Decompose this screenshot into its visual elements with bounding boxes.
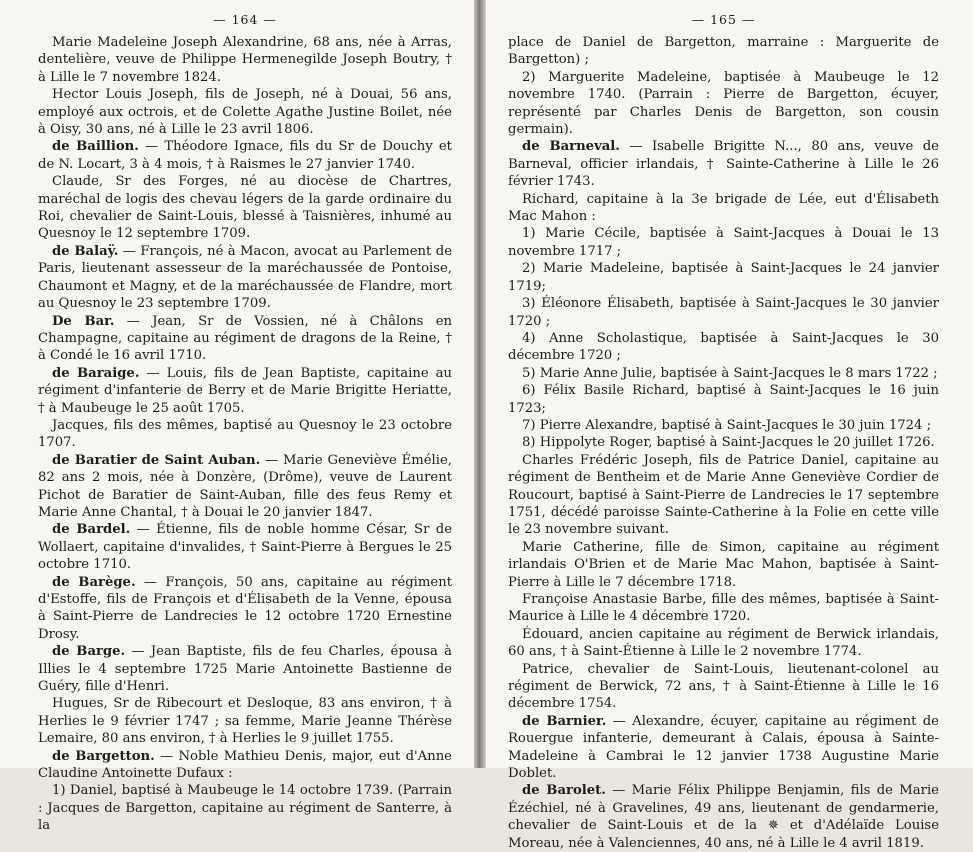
right-page <box>486 0 973 851</box>
entry-heading: de Bargetton. <box>52 748 155 764</box>
entry-text: 1) Daniel, baptisé à Maubeuge le 14 octobre 1739. (Parrain : Jacques de Bargetton, capitaine au régiment de Santerre, à la <box>38 783 452 834</box>
entry-text: 6) Félix Basile Richard, baptisé à Saint-Jacques le 16 juin 1723; <box>508 383 939 416</box>
entry-text: — Louis, fils de Jean Baptiste, capitaine au régiment d'infanterie de Berry et de Marie Brigitte Heriatte, † à Maubeuge le 25 août 1705. <box>38 365 452 416</box>
entry-text: Hugues, Sr de Ribecourt et Desloque, 83 ans environ, † à Herlies le 9 février 1747 ; sa femme, Marie Jeanne Thérèse Lemaire, 80 ans environ, † à Herlies le 9 juillet 1755. <box>38 696 452 747</box>
genealogy-entry <box>508 626 939 661</box>
genealogy-entry <box>38 643 452 695</box>
entry-heading: de Barnier. <box>522 713 607 729</box>
genealogy-entry <box>508 417 939 434</box>
genealogy-entry <box>38 243 452 313</box>
genealogy-entry <box>38 365 452 417</box>
entry-text: 4) Anne Scholastique, baptisée à Saint-Jacques le 30 décembre 1720 ; <box>508 330 939 364</box>
entry-text: — François, né à Macon, avocat au Parlement de Paris, lieutenant assesseur de la maréchaussée de Pontoise, Chaumont et Magny, et de la maréchaussée de Flandre, mort au Quesnoy le 23 septembre 1709. <box>38 243 452 312</box>
page-number-right: — 165 — <box>691 12 756 27</box>
genealogy-entry <box>508 330 939 365</box>
genealogy-entry <box>38 138 452 173</box>
genealogy-entry <box>38 86 452 138</box>
entry-heading: De Bar. <box>52 313 115 329</box>
entry-text: 2) Marguerite Madeleine, baptisée à Maubeuge le 12 novembre 1740. (Parrain : Pierre de Bargetton, écuyer, représenté par Charles Denis de Bargetton, son cousin germain). <box>508 69 939 138</box>
entry-heading: de Baratier de Saint Auban. <box>52 452 261 468</box>
entry-text: 8) Hippolyte Roger, baptisé à Saint-Jacques le 20 juillet 1726. <box>522 435 935 451</box>
genealogy-entry <box>508 365 939 382</box>
genealogy-entry <box>38 34 452 86</box>
genealogy-entry <box>508 661 939 713</box>
entry-text: 5) Marie Anne Julie, baptisée à Saint-Jacques le 8 mars 1722 ; <box>522 365 938 381</box>
entry-text: — Étienne, fils de noble homme César, Sr de Wollaert, capitaine d'invalides, † Saint-Pierre à Bergues le 25 octobre 1710. <box>38 522 452 573</box>
entries-left <box>38 34 452 835</box>
entry-text: Jacques, fils des mêmes, baptisé au Quesnoy le 23 octobre 1707. <box>38 417 452 451</box>
entry-text: Patrice, chevalier de Saint-Louis, lieutenant-colonel au régiment de Berwick, 72 ans, † à Saint-Étienne à Lille le 16 décembre 1754. <box>508 661 939 712</box>
genealogy-entry <box>38 417 452 452</box>
entry-heading: de Baraige. <box>52 365 140 381</box>
entry-text: Claude, Sr des Forges, né au diocèse de Chartres, maréchal de logis des chevau légers de la garde ordinaire du Roi, chevalier de Saint-Louis, blessé à Taisnières, inhumé au Quesnoy le 12 septembre 1709. <box>38 174 452 242</box>
entry-text: — Noble Mathieu Denis, major, eut d'Anne Claudine Antoinette Dufaux : <box>38 748 452 782</box>
entry-text: 1) Marie Cécile, baptisée à Saint-Jacques à Douai le 13 novembre 1717 ; <box>508 226 939 259</box>
entry-text: Marie Catherine, fille de Simon, capitaine au régiment irlandais O'Brien et de Marie Mac Mahon, baptisée à Saint-Pierre à Lille le 7 décembre 1718. <box>508 539 939 590</box>
genealogy-entry <box>508 295 939 330</box>
page-number-left: — 164 — <box>213 12 277 27</box>
entry-heading: de Balaÿ. <box>52 243 119 259</box>
genealogy-entry <box>38 173 452 243</box>
genealogy-entry <box>508 434 939 451</box>
entry-heading: de Bardel. <box>52 522 131 538</box>
genealogy-entry <box>508 34 939 69</box>
genealogy-entry <box>508 225 939 260</box>
genealogy-entry <box>508 69 939 139</box>
genealogy-entry <box>508 452 939 539</box>
entry-text: — Isabelle Brigitte N..., 80 ans, veuve de Barneval, officier irlandais, † Sainte-Catherine à Lille le 26 février 1743. <box>508 139 939 190</box>
entry-text: 7) Pierre Alexandre, baptisé à Saint-Jacques le 30 juin 1724 ; <box>522 417 932 433</box>
genealogy-entry <box>38 521 452 573</box>
entry-text: Hector Louis Joseph, fils de Joseph, né à Douai, 56 ans, employé aux octrois, et de Colette Agathe Justine Boilet, née à Oisy, 30 ans, né à Lille le 23 avril 1806. <box>38 87 452 138</box>
genealogy-entry <box>38 313 452 365</box>
entry-text: — Jean, Sr de Vossien, né à Châlons en Champagne, capitaine au régiment de dragons de la Reine, † à Condé le 16 avril 1710. <box>38 313 453 364</box>
entry-text: — Alexandre, écuyer, capitaine au régiment de Rouergue infanterie, demeurant à Calais, épousa à Sainte-Madeleine à Cambrai le 12 janvier 1738 Augustine Marie Doblet. <box>508 713 939 782</box>
genealogy-entry <box>508 138 939 190</box>
entry-text: — Marie Félix Philippe Benjamin, fils de Marie Ézéchiel, né à Gravelines, 49 ans, lieutenant de gendarmerie, chevalier de Saint-Louis et de la ✵ et d'Adélaïde Louise Moreau, née à Valenciennes, 40 ans, né à Lille le 4 avril 1819. <box>508 783 939 851</box>
genealogy-entry <box>508 191 939 226</box>
entry-text: — Théodore Ignace, fils du Sr de Douchy et de N. Locart, 3 à 4 mois, † à Raismes le 27 janvier 1740. <box>38 139 452 172</box>
entry-text: Charles Frédéric Joseph, fils de Patrice Daniel, capitaine au régiment de Bentheim et de Marie Anne Geneviève Cordier de Roucourt, baptisé à Saint-Pierre de Landrecies le 17 septembre 1751, décédé paroisse Sainte-Catherine à la Folie en cette ville le 23 novembre suivant. <box>508 452 939 538</box>
entry-text: place de Daniel de Bargetton, marraine : Marguerite de Bargetton) ; <box>508 35 939 68</box>
entry-text: Richard, capitaine à la 3e brigade de Lée, eut d'Élisabeth Mac Mahon : <box>508 191 939 225</box>
book-gutter <box>474 0 486 768</box>
entry-text: Françoise Anastasie Barbe, fille des mêmes, baptisée à Saint-Maurice à Lille le 4 décembre 1720. <box>508 592 939 625</box>
genealogy-entry <box>38 748 452 783</box>
entry-heading: de Barneval. <box>522 139 620 155</box>
entry-heading: de Barge. <box>52 644 126 660</box>
genealogy-entry <box>38 782 452 834</box>
genealogy-entry <box>38 574 452 644</box>
entry-text: 3) Éléonore Élisabeth, baptisée à Saint-Jacques le 30 janvier 1720 ; <box>508 296 939 329</box>
entry-heading: de Barolet. <box>522 783 606 799</box>
entry-text: Marie Madeleine Joseph Alexandrine, 68 ans, née à Arras, dentelière, veuve de Philippe Hermenegilde Joseph Boutry, † à Lille le 7 novembre 1824. <box>38 35 452 85</box>
entries-right <box>508 34 939 852</box>
genealogy-entry <box>508 591 939 626</box>
genealogy-entry <box>38 695 452 747</box>
entry-text: — François, 50 ans, capitaine au régiment d'Estoffe, fils de François et d'Élisabeth de la Venne, épousa à Saint-Pierre de Landrecies le 12 octobre 1720 Ernestine Drosy. <box>38 574 453 642</box>
genealogy-entry <box>508 382 939 417</box>
genealogy-entry <box>508 713 939 783</box>
entry-text: Édouard, ancien capitaine au régiment de Berwick irlandais, 60 ans, † à Saint-Étienne à Lille le 2 novembre 1774. <box>508 626 939 660</box>
entry-heading: de Barège. <box>52 574 136 590</box>
genealogy-entry <box>508 782 939 852</box>
entry-text: 2) Marie Madeleine, baptisée à Saint-Jacques le 24 janvier 1719; <box>508 261 939 294</box>
genealogy-entry <box>508 260 939 295</box>
genealogy-entry <box>508 539 939 591</box>
left-page <box>0 0 474 834</box>
entry-text: — Jean Baptiste, fils de feu Charles, épousa à Illies le 4 septembre 1725 Marie Antoinette Bastienne de Guéry, fille d'Henri. <box>38 644 453 695</box>
entry-text: — Marie Geneviève Émélie, 82 ans 2 mois, née à Donzère, (Drôme), veuve de Laurent Pichot de Baratier de Saint-Auban, fille des feus Remy et Marie Anne Chantal, † à Douai le 20 janvier 1847. <box>38 452 452 520</box>
entry-heading: de Baillion. <box>52 139 139 155</box>
genealogy-entry <box>38 452 452 522</box>
